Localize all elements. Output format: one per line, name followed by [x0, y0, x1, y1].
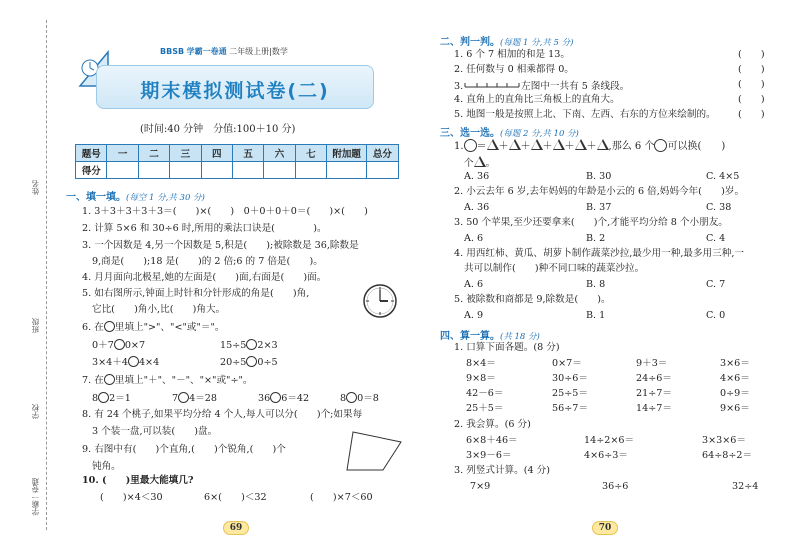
oral-calc: 0×7＝ [552, 358, 582, 369]
binding-line [46, 20, 47, 530]
section3-points: (每题 2 分,共 10 分) [500, 129, 579, 139]
s1-q9-line1: 9. 右图中有( )个直角,( )个锐角,( )个 [82, 444, 286, 455]
s3-q1-num: 1. [454, 141, 464, 152]
operand: 8 [340, 393, 347, 404]
answer-circle[interactable] [98, 392, 109, 403]
score-cell[interactable] [138, 162, 169, 179]
s3-q1-text2: 可以换( ) [667, 141, 726, 152]
side-label-series: 学霸一卷通 [31, 478, 40, 516]
score-header: 七 [295, 145, 326, 162]
s4-q1: 1. 口算下面各题。(8 分) [454, 342, 560, 353]
oral-calc: 0÷9＝ [720, 388, 750, 399]
triangle-shape [474, 156, 486, 167]
answer-circle[interactable] [246, 356, 257, 367]
s2-item3-num: 3. [454, 81, 464, 92]
option-a[interactable]: A. 6 [464, 233, 484, 244]
oral-calc: 9×8＝ [466, 373, 496, 384]
triangle-shape [575, 139, 587, 150]
s3-q4-line1: 4. 用西红柿、黄瓜、胡萝卜制作蔬菜沙拉,最少用一种,最多用三种,一 [454, 248, 744, 259]
operand: 6＝42 [281, 393, 310, 404]
operand: 2＝1 [109, 393, 131, 404]
s1-q10-c: ( )×7＜60 [310, 492, 373, 503]
s1-q5-line2: 它比( )角小,比( )角大。 [92, 304, 226, 315]
s1-q7 [82, 374, 253, 386]
op: ＝ [476, 141, 487, 152]
oral-calc: 9×6＝ [720, 403, 750, 414]
compare-right: 4×4 [138, 357, 160, 368]
s1-q6-row1b [220, 339, 278, 351]
compare-left: 3×4＋4 [92, 357, 128, 368]
s2-item2: 2. 任何数与 0 相乘都得 0。 [454, 64, 574, 75]
time-info: (时间:40 分钟 分值:100＋10 分) [140, 124, 296, 135]
answer-circle[interactable] [114, 339, 125, 350]
s3-q4-line2: 共可以制作( )种不同口味的蔬菜沙拉。 [464, 263, 645, 274]
oral-calc: 4×6＝ [720, 373, 750, 384]
score-header: 附加题 [327, 145, 367, 162]
s1-q6-text: 里填上">"、"<"或"＝"。 [114, 322, 225, 333]
s1-q7-row-d [340, 392, 379, 404]
score-row-label: 得分 [76, 162, 107, 179]
option-c[interactable]: C. 0 [706, 310, 726, 321]
grade-label: 二年级上册|数学 [229, 47, 288, 56]
answer-circle[interactable] [270, 392, 281, 403]
oral-calc: 21÷7＝ [636, 388, 672, 399]
compare-left: 15÷5 [220, 340, 247, 351]
vertical-calc: 36÷6 [602, 481, 629, 492]
score-header: 总分 [367, 145, 398, 162]
s1-q5-line1: 5. 如右图所示,钟面上时针和分针形成的角是( )角, [82, 288, 310, 299]
option-c[interactable]: C. 7 [706, 279, 726, 290]
side-label-school: 学校 [31, 404, 40, 419]
s3-q2: 2. 小云去年 6 岁,去年妈妈的年龄是小云的 6 倍,妈妈今年( )岁。 [454, 186, 745, 197]
answer-circle[interactable] [246, 339, 257, 350]
s1-q7-row-b [172, 392, 217, 404]
judge-bracket[interactable]: ( ) [738, 64, 765, 75]
s1-q6 [82, 321, 225, 333]
option-b[interactable]: B. 8 [586, 279, 606, 290]
section2-heading [440, 33, 573, 48]
s2-item3-text: 左图中一共有 5 条线段。 [521, 81, 630, 92]
s1-q3-line1: 3. 一个因数是 4,另一个因数是 5,积是( );被除数是 36,除数是 [82, 240, 359, 251]
option-a[interactable]: A. 36 [464, 202, 490, 213]
line-segment-figure [463, 80, 521, 90]
mixed-calc: 4×6÷3＝ [584, 450, 628, 461]
oral-calc: 14÷7＝ [636, 403, 672, 414]
operand: 36 [258, 393, 271, 404]
score-cell[interactable] [232, 162, 263, 179]
mixed-calc: 14÷2×6＝ [584, 435, 635, 446]
vertical-calc: 7×9 [470, 481, 491, 492]
s1-q8-line2: 3 个装一盘,可以装( )盘。 [92, 426, 218, 437]
oral-calc: 30÷6＝ [552, 373, 588, 384]
score-header: 五 [232, 145, 263, 162]
score-header: 二 [138, 145, 169, 162]
oral-calc: 8×4＝ [466, 358, 496, 369]
page-title: 期末模拟测试卷(二) [140, 80, 330, 102]
mixed-calc: 6×8＋46＝ [466, 435, 518, 446]
section4-points: (共 18 分) [500, 332, 540, 342]
side-label-name: 姓名 [31, 180, 40, 195]
option-b[interactable]: B. 2 [586, 233, 606, 244]
section3-heading [440, 124, 579, 139]
s1-q6-prefix: 6. 在 [82, 322, 104, 333]
oral-calc: 56÷7＝ [552, 403, 588, 414]
series-name: 学霸一卷通 [186, 47, 227, 56]
mixed-calc: 3×9－6＝ [466, 450, 512, 461]
oral-calc: 42－6＝ [466, 388, 504, 399]
mixed-calc: 3×3×6＝ [702, 435, 746, 446]
clock-figure [362, 283, 398, 323]
answer-circle[interactable] [346, 392, 357, 403]
score-header: 六 [264, 145, 295, 162]
section4-title: 四、算一算。 [440, 331, 500, 342]
judge-bracket[interactable]: ( ) [738, 79, 765, 90]
s1-q6-row2b [220, 356, 278, 368]
header-brand-line [160, 48, 288, 56]
s1-q10: 10. ( )里最大能填几? [82, 475, 194, 486]
s1-q1: 1. 3＋3＋3＋3＋3＝( )×( ) 0＋0＋0＋0＝( )×( ) [82, 206, 368, 217]
clock-icon [362, 283, 398, 319]
s4-q3: 3. 列竖式计算。(4 分) [454, 465, 550, 476]
s3-q5: 5. 被除数和商都是 9,除数是( )。 [454, 294, 611, 305]
s1-q6-row1 [92, 339, 145, 351]
compare-right: 2×3 [257, 340, 278, 351]
s1-q10-b: 6×( )＜32 [204, 492, 267, 503]
oral-calc: 24÷6＝ [636, 373, 672, 384]
option-b[interactable]: B. 1 [586, 310, 606, 321]
score-cell[interactable] [295, 162, 326, 179]
section2-points: (每题 1 分,共 5 分) [500, 38, 574, 48]
s1-q7-prefix: 7. 在 [82, 375, 104, 386]
s1-q3-line2: 9,商是( );18 是( )的 2 倍;6 的 7 倍是( )。 [92, 256, 323, 267]
section4-heading [440, 327, 540, 342]
judge-bracket[interactable]: ( ) [738, 49, 765, 60]
s4-q2: 2. 我会算。(6 分) [454, 419, 531, 430]
side-label-class: 班级 [31, 318, 40, 333]
op: ＋ [586, 141, 597, 152]
score-cell[interactable] [170, 162, 201, 179]
s3-q1 [454, 139, 725, 152]
page-number-left: 69 [223, 521, 249, 535]
op: ＋ [542, 141, 553, 152]
op: ＋ [564, 141, 575, 152]
s2-item3 [454, 80, 629, 92]
section1-points: (每空 1 分,共 30 分) [126, 193, 205, 203]
s1-q10-a: ( )×4＜30 [100, 492, 163, 503]
oral-calc: 3×6＝ [720, 358, 750, 369]
triangle-shape [597, 139, 609, 150]
score-table [75, 144, 399, 179]
operand: 0＝8 [357, 393, 379, 404]
op: ＋ [520, 141, 531, 152]
answer-circle[interactable] [104, 321, 115, 332]
s1-q8-line1: 8. 有 24 个桃子,如果平均分给 4 个人,每人可以分( )个;如果每 [82, 409, 363, 420]
score-cell[interactable] [367, 162, 398, 179]
score-cell[interactable] [107, 162, 138, 179]
compare-left: 20÷5 [220, 357, 247, 368]
score-header: 题号 [76, 145, 107, 162]
option-b[interactable]: B. 30 [586, 171, 612, 182]
s2-item5: 5. 地图一般是按照上北、下南、左西、右东的方位来绘制的。 [454, 109, 716, 120]
angle-figure [345, 428, 403, 476]
op: ＋ [498, 141, 509, 152]
circle-shape [464, 139, 477, 152]
triangle-shape [487, 139, 499, 150]
s1-q6-row2 [92, 356, 159, 368]
judge-bracket[interactable]: ( ) [738, 109, 765, 120]
option-c[interactable]: C. 4 [706, 233, 726, 244]
section1-heading [66, 188, 205, 203]
s2-item4: 4. 直角上的直角比三角板上的直角大。 [454, 94, 620, 105]
score-header: 四 [201, 145, 232, 162]
option-a[interactable]: A. 36 [464, 171, 490, 182]
compare-left: 0＋7 [92, 340, 114, 351]
score-header: 一 [107, 145, 138, 162]
judge-bracket[interactable]: ( ) [738, 94, 765, 105]
compare-right: 0×7 [124, 340, 146, 351]
quadrilateral-shape [345, 428, 403, 472]
score-cell[interactable] [264, 162, 295, 179]
option-a[interactable]: A. 6 [464, 279, 484, 290]
compare-right: 0÷5 [257, 357, 278, 368]
answer-circle[interactable] [104, 374, 115, 385]
operand: 8 [92, 393, 99, 404]
option-a[interactable]: A. 9 [464, 310, 484, 321]
answer-circle[interactable] [178, 392, 189, 403]
s1-q7-row-c [258, 392, 309, 404]
score-header: 三 [170, 145, 201, 162]
operand: 4＝28 [189, 393, 218, 404]
s1-q9-line2: 钝角。 [92, 461, 121, 472]
s1-q7-row [92, 392, 131, 404]
section1-title: 一、填一填。 [66, 192, 126, 203]
option-b[interactable]: B. 37 [586, 202, 612, 213]
s1-q2: 2. 计算 5×6 和 30÷6 时,所用的乘法口诀是( )。 [82, 223, 327, 234]
s2-item1: 1. 6 个 7 相加的和是 13。 [454, 49, 570, 60]
triangle-shape [509, 139, 521, 150]
oral-calc: 9＋3＝ [636, 358, 668, 369]
s1-q4: 4. 月月面向北极星,她的左面是( )面,右面是( )面。 [82, 272, 327, 283]
oral-calc: 25＋5＝ [466, 403, 504, 414]
section2-title: 二、判一判。 [440, 37, 500, 48]
operand: 7 [172, 393, 179, 404]
option-c[interactable]: C. 38 [706, 202, 732, 213]
s3-q1-text: ,那么 6 个 [608, 141, 655, 152]
option-c[interactable]: C. 4×5 [706, 171, 740, 182]
s3-q3: 3. 50 个苹果,至少还要拿来( )个,才能平均分给 8 个小朋友。 [454, 217, 728, 228]
triangle-shape [553, 139, 565, 150]
section3-title: 三、选一选。 [440, 128, 500, 139]
mixed-calc: 64÷8÷2＝ [702, 450, 753, 461]
s3-q1-line2: 个 。 [464, 158, 496, 169]
triangle-shape [531, 139, 543, 150]
score-cell[interactable] [327, 162, 367, 179]
page-number-right: 70 [592, 521, 618, 535]
s1-q7-text: 里填上"＋"、"－"、"×"或"÷"。 [114, 375, 253, 386]
score-cell[interactable] [201, 162, 232, 179]
vertical-calc: 32÷4 [732, 481, 759, 492]
oral-calc: 25÷5＝ [552, 388, 588, 399]
answer-circle[interactable] [128, 356, 139, 367]
circle-shape [654, 139, 667, 152]
s3-q1-unit: 个 [464, 158, 474, 169]
brand-logo: BBSB [160, 47, 185, 56]
